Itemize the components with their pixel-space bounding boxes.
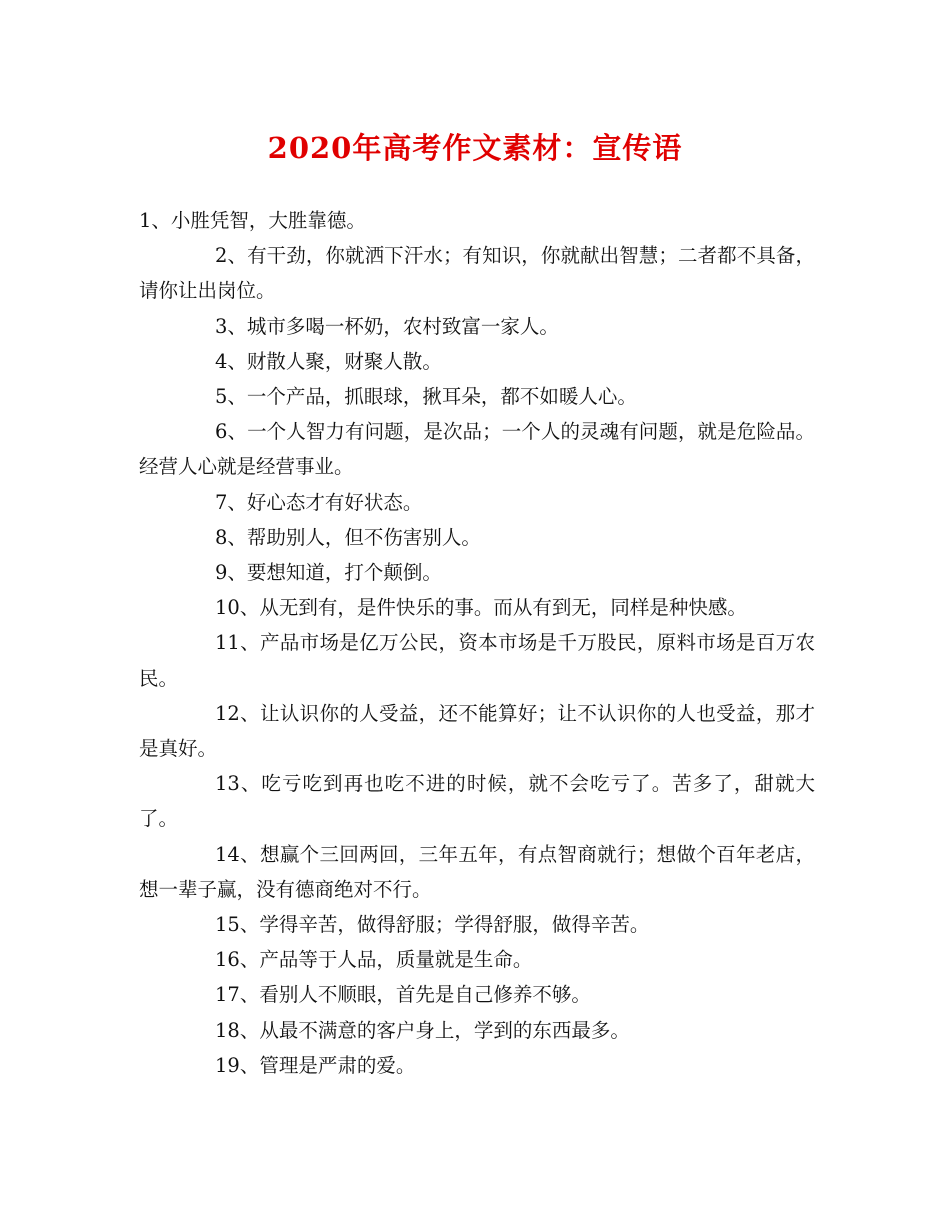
list-item: 3、城市多喝一杯奶，农村致富一家人。	[215, 314, 559, 338]
list-item: 2、有干劲，你就洒下汗水；有知识，你就献出智慧；二者都不具备，请你让出岗位。	[139, 244, 815, 303]
list-item: 14、想赢个三回两回，三年五年，有点智商就行；想做个百年老店，想一辈子赢，没有德商绝对不行。	[139, 842, 815, 901]
list-item: 5、一个产品，抓眼球，揪耳朵，都不如暖人心。	[215, 385, 637, 409]
list-item: 10、从无到有，是件快乐的事。而从有到无，同样是种快感。	[215, 596, 747, 620]
list-item: 7、好心态才有好状态。	[215, 490, 423, 514]
document-body	[139, 203, 815, 1083]
list-item: 13、吃亏吃到再也吃不进的时候，就不会吃亏了。苦多了，甜就大了。	[139, 772, 815, 831]
list-item: 9、要想知道，打个颠倒。	[215, 561, 442, 585]
list-item: 18、从最不满意的客户身上，学到的东西最多。	[215, 1018, 630, 1042]
list-item: 11、产品市场是亿万公民，资本市场是千万股民，原料市场是百万农民。	[139, 631, 815, 690]
document-title: 2020年高考作文素材：宣传语	[267, 131, 683, 165]
list-item: 1、小胜凭智，大胜靠德。	[139, 209, 366, 232]
list-item: 6、一个人智力有问题，是次品；一个人的灵魂有问题，就是危险品。经营人心就是经营事业。	[139, 420, 815, 479]
list-item: 19、管理是严肃的爱。	[215, 1053, 416, 1077]
list-item: 15、学得辛苦，做得舒服；学得舒服，做得辛苦。	[215, 913, 650, 937]
list-item: 16、产品等于人品，质量就是生命。	[215, 948, 533, 972]
list-item: 8、帮助别人，但不伤害别人。	[215, 525, 481, 549]
list-item: 17、看别人不顺眼，首先是自己修养不够。	[215, 983, 591, 1007]
list-item: 4、财散人聚，财聚人散。	[215, 349, 442, 373]
list-item: 12、让认识你的人受益，还不能算好；让不认识你的人也受益，那才是真好。	[139, 701, 815, 761]
